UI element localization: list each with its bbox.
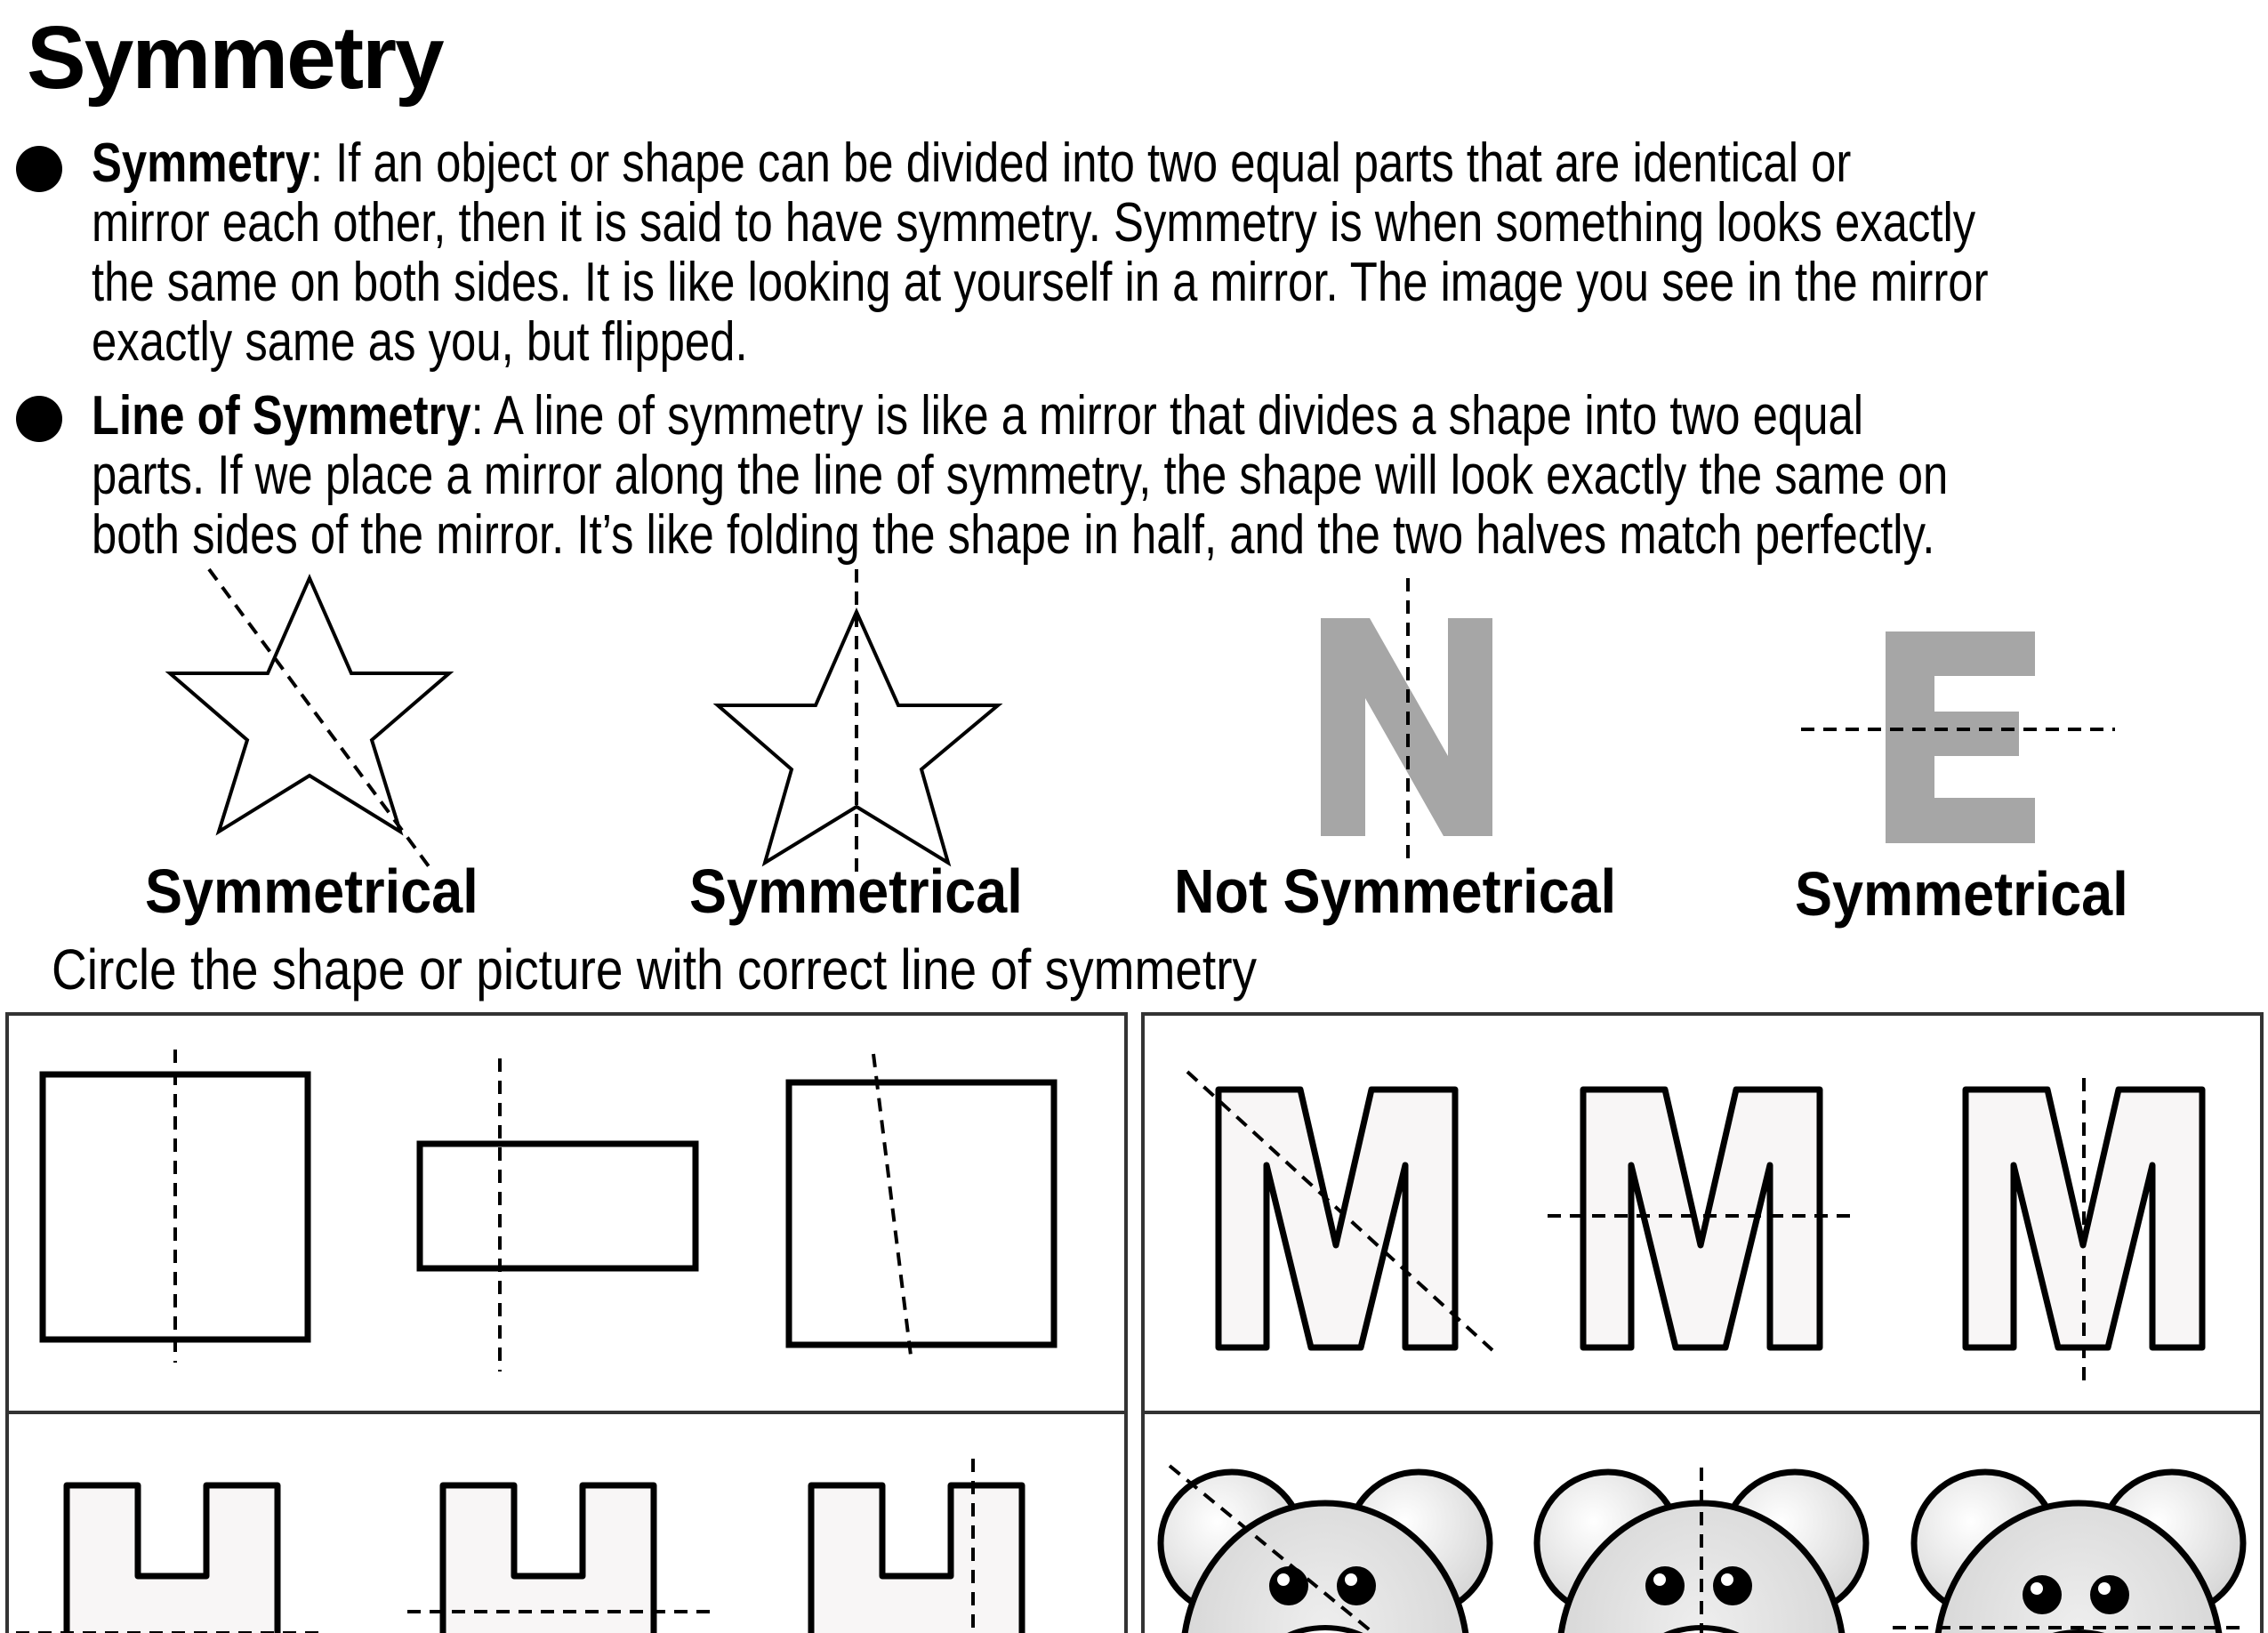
exercise-item-rectangle[interactable] — [420, 1058, 696, 1372]
exercise-item-bear-1[interactable] — [1161, 1466, 1490, 1633]
definition-text: : If an object or shape can be divided into two equal parts that are identical or — [310, 133, 1852, 194]
star-example-2 — [718, 569, 998, 879]
definition-text: the same on both sides. It is like looking at yourself in a mirror. The image you see in the mirror — [92, 252, 1989, 313]
example-caption-2: Symmetrical — [689, 857, 1023, 926]
star-example-1 — [170, 569, 449, 870]
letter-n-example — [1321, 578, 1492, 867]
definition-term: Line of Symmetry — [92, 385, 471, 446]
exercise-item-m-1[interactable] — [1187, 1072, 1492, 1350]
exercise-item-bear-2[interactable] — [1537, 1468, 1866, 1633]
example-caption-3: Not Symmetrical — [1174, 857, 1617, 926]
exercise-item-square-2[interactable] — [789, 1054, 1054, 1363]
definition-text: parts. If we place a mirror along the line of symmetry, the shape will look exactly the same on — [92, 445, 1949, 506]
exercise-item-h-1[interactable] — [16, 1485, 327, 1633]
exercise-item-square-1[interactable] — [43, 1050, 308, 1363]
example-caption-4: Symmetrical — [1795, 859, 2128, 929]
exercise-item-m-2[interactable] — [1548, 1090, 1859, 1347]
definition-text: mirror each other, then it is said to have symmetry. Symmetry is when something looks exactly — [92, 192, 1976, 253]
page-title: Symmetry — [27, 8, 443, 108]
definition-text: both sides of the mirror. It’s like folding the shape in half, and the two halves match perfectly. — [92, 504, 1935, 566]
exercise-item-h-3[interactable] — [811, 1459, 1022, 1633]
example-caption-1: Symmetrical — [145, 857, 479, 926]
letter-e-example — [1801, 631, 2115, 843]
definition-text: exactly same as you, but flipped. — [92, 311, 748, 373]
exercise-item-h-2[interactable] — [407, 1485, 719, 1633]
exercise-item-m-3[interactable] — [1966, 1078, 2202, 1388]
definition-term: Symmetry — [92, 133, 310, 194]
exercise-instruction: Circle the shape or picture with correct line of symmetry — [52, 937, 1258, 1002]
definition-text: : A line of symmetry is like a mirror that divides a shape into two equal — [470, 385, 1864, 446]
exercise-item-bear-3[interactable] — [1893, 1472, 2248, 1633]
